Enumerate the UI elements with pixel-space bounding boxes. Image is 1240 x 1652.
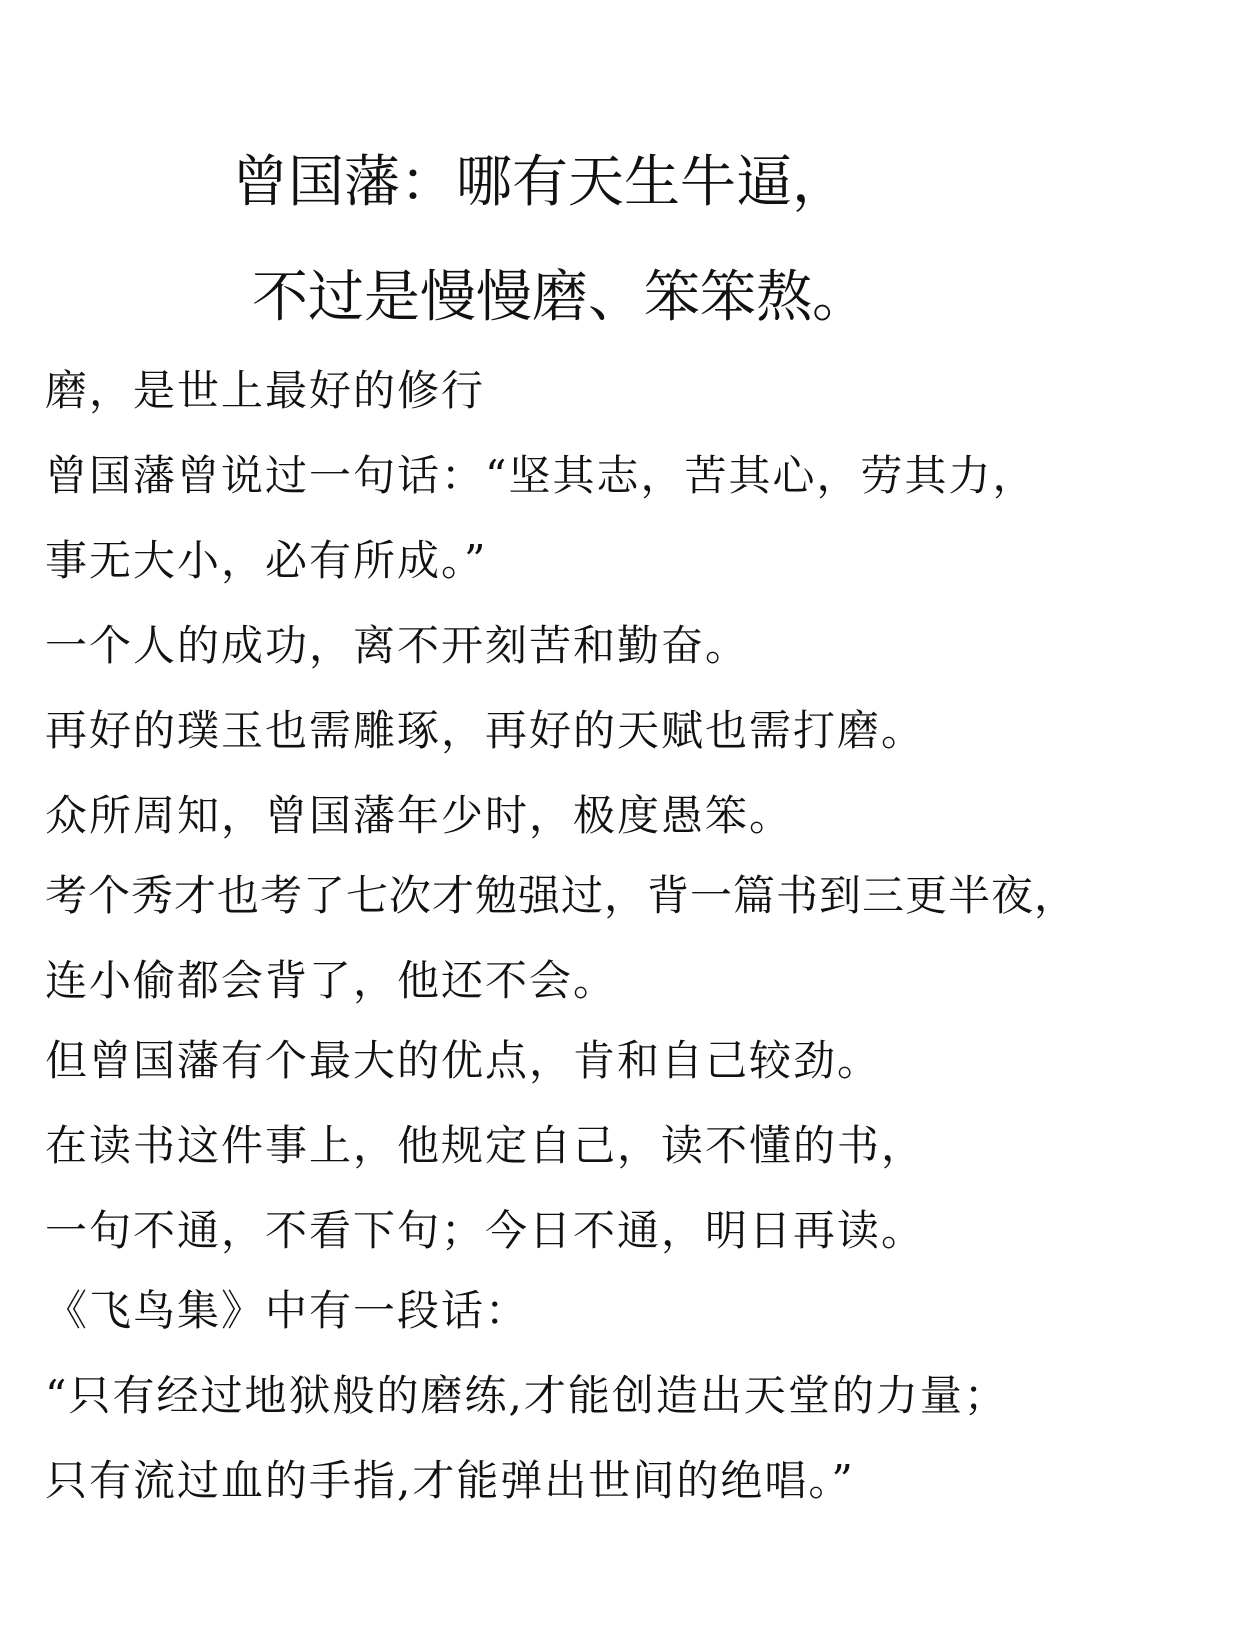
body-line: 连小偷都会背了，他还不会。 <box>45 956 618 1005</box>
body-line: 事无大小，必有所成。” <box>45 536 488 585</box>
title-line-2: 不过是慢慢磨、笨笨熬。 <box>252 265 868 330</box>
body-line: 但曾国藩有个最大的优点，肯和自己较劲。 <box>45 1036 882 1085</box>
body-line: 磨，是世上最好的修行 <box>45 366 486 415</box>
body-line: 《飞鸟集》中有一段话： <box>45 1286 530 1335</box>
body-line: “只有经过地狱般的磨练,才能创造出天堂的力量； <box>45 1371 1008 1420</box>
body-line: 考个秀才也考了七次才勉强过，背一篇书到三更半夜， <box>45 871 1078 920</box>
body-line: 曾国藩曾说过一句话：“坚其志，苦其心，劳其力， <box>45 451 1037 500</box>
body-line: 在读书这件事上，他规定自己，读不懂的书， <box>45 1121 926 1170</box>
body-line: 众所周知，曾国藩年少时，极度愚笨。 <box>45 791 794 840</box>
body-line: 再好的璞玉也需雕琢，再好的天赋也需打磨。 <box>45 706 926 755</box>
title-line-1: 曾国藩：哪有天生牛逼， <box>232 150 848 215</box>
body-line: 一句不通，不看下句；今日不通，明日再读。 <box>45 1206 926 1255</box>
body-line: 只有流过血的手指,才能弹出世间的绝唱。” <box>45 1456 855 1505</box>
body-line: 一个人的成功，离不开刻苦和勤奋。 <box>45 621 750 670</box>
